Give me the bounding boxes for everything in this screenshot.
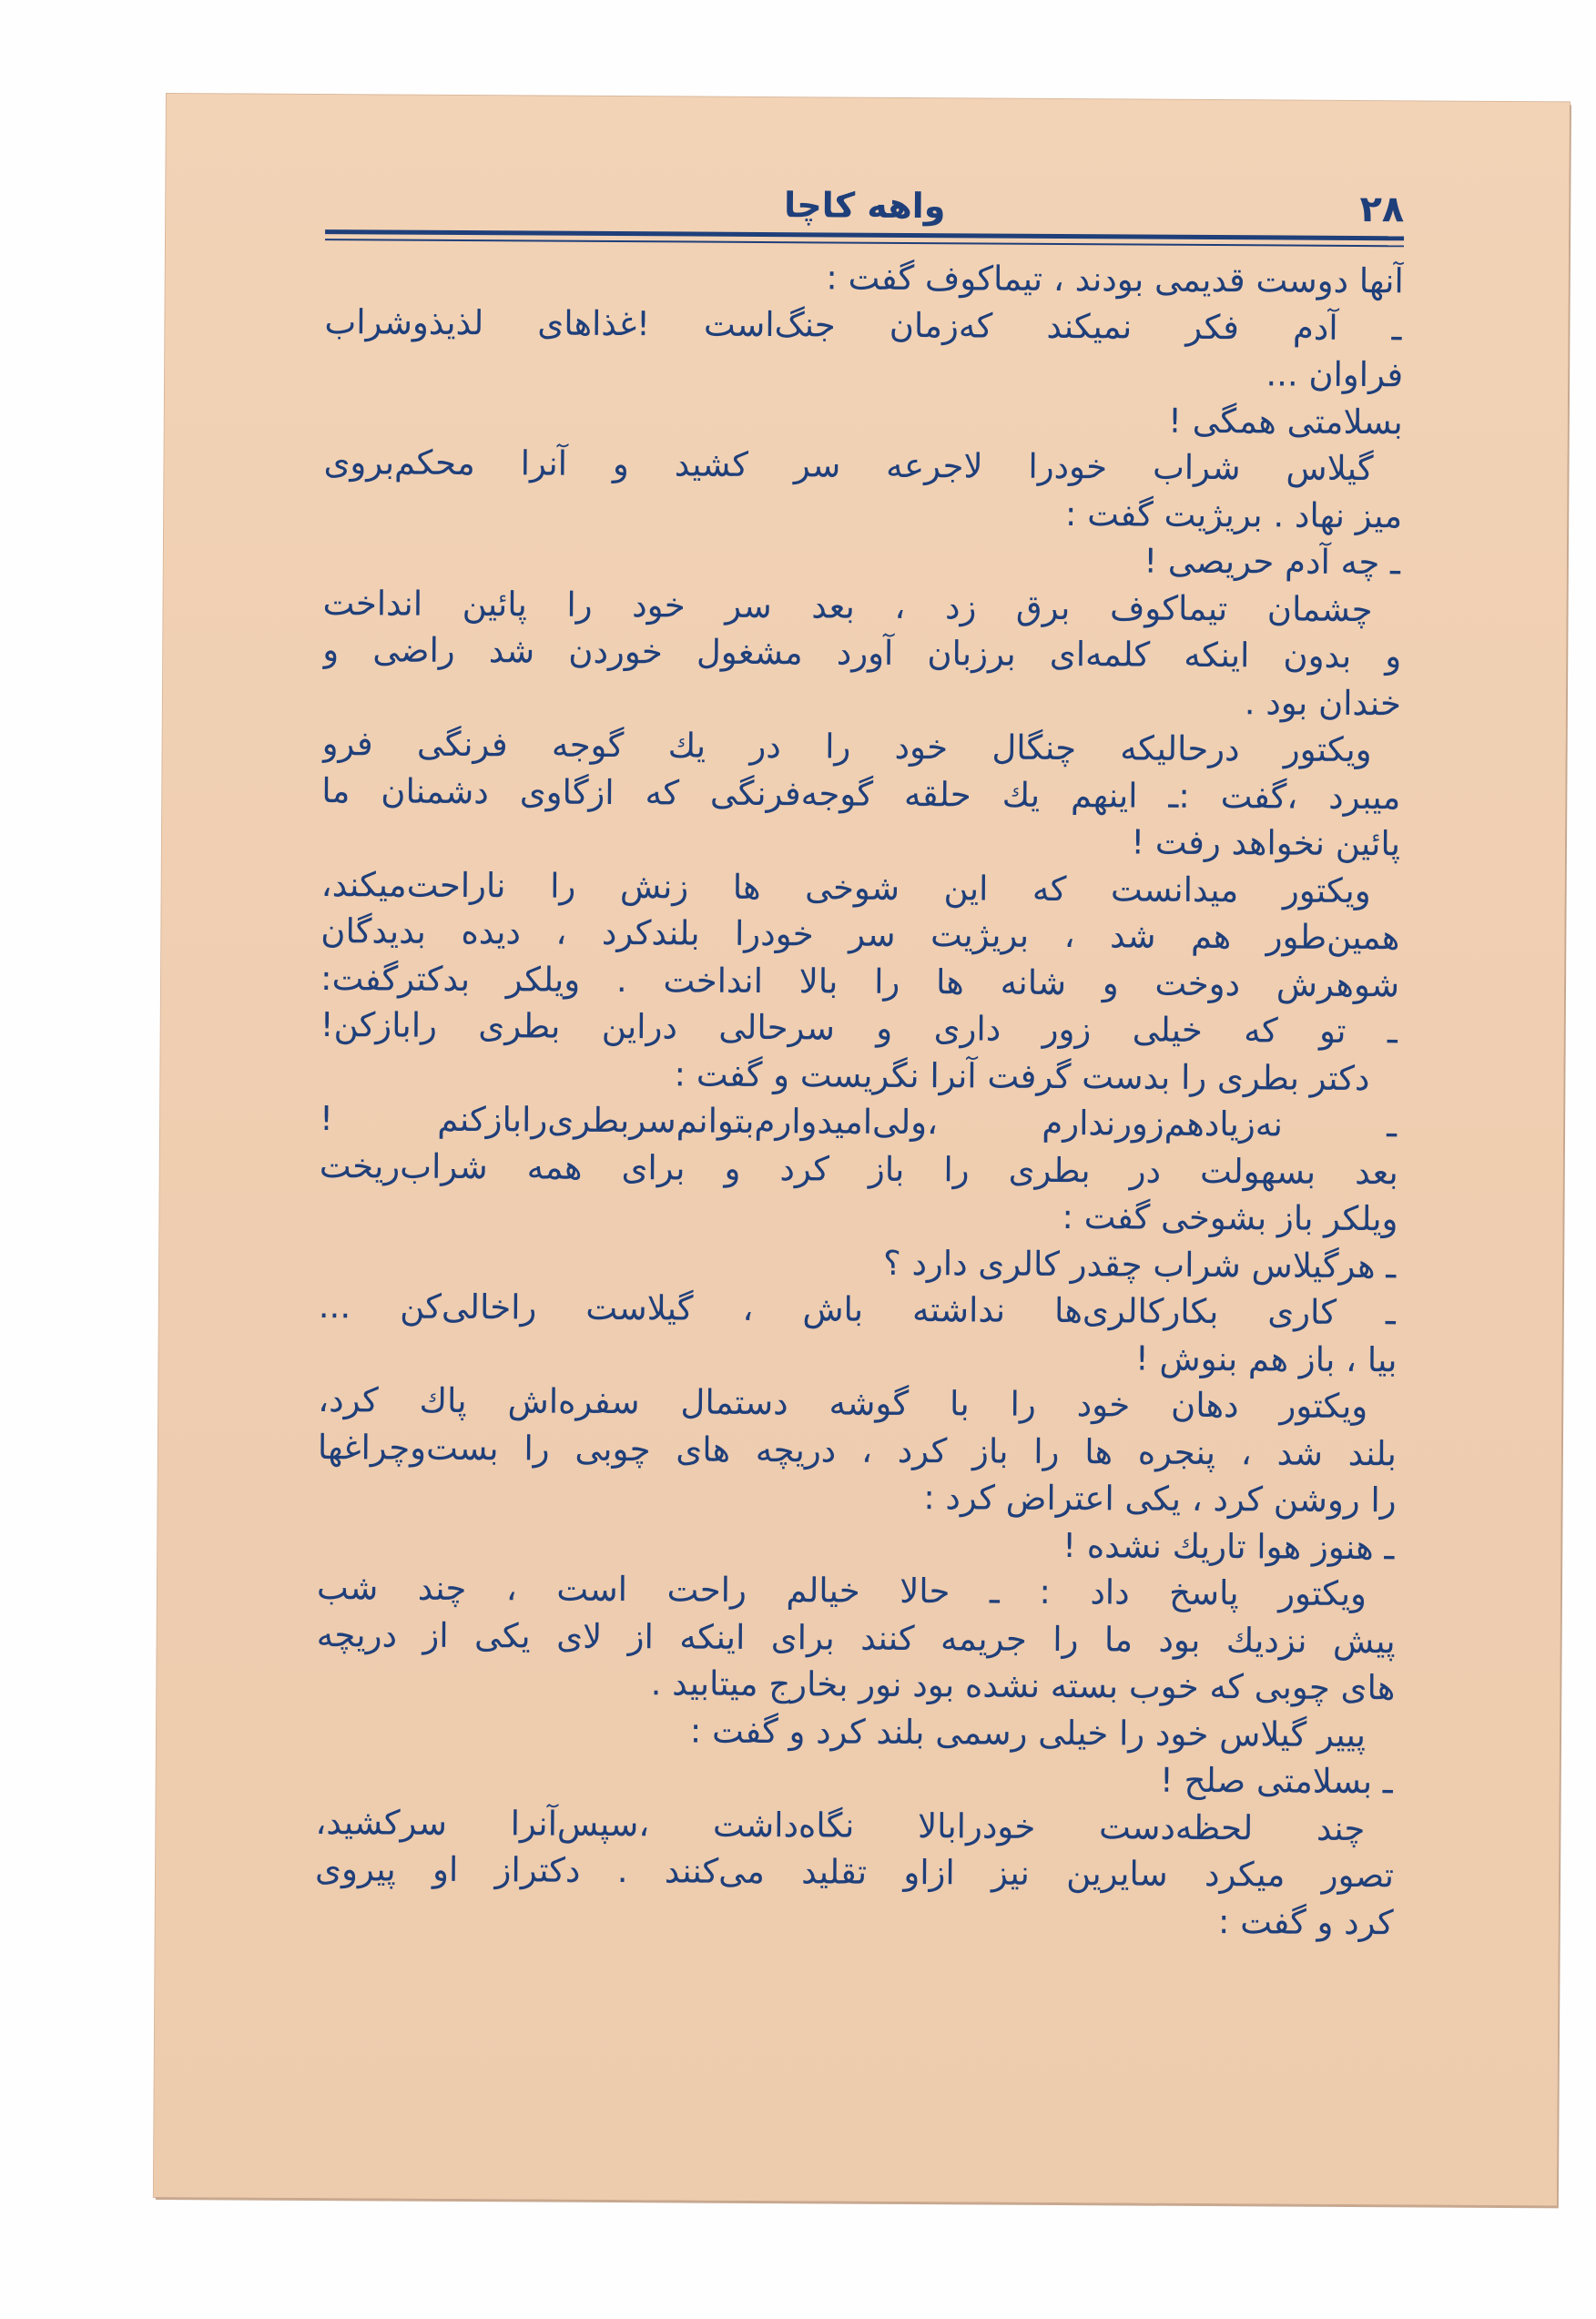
text-line: ـ هرگیلاس شراب چقدر کالری دارد ؟ [882, 1243, 1397, 1286]
page-number: ۲۸ [1359, 188, 1405, 231]
text-line: همین‌طور هم شد ، بریژیت سر خودرا بلندکرد ، دیده بدیدگان [320, 911, 1400, 958]
text-line: ویلکر باز بشوخی گفت : [1062, 1197, 1398, 1239]
text-line: میز نهاد . بریژیت گفت : [1064, 493, 1403, 535]
text-line: چشمان تیماکوف برق زد ، بعد سر خود را پائین انداخت [322, 583, 1373, 629]
text-line: پائین نخواهد رفت ! [1131, 822, 1401, 864]
text-line: ـ تو که خیلی زور داری و سرحالی دراین بطری راباز‌کن! [320, 1005, 1398, 1052]
text-line: های چوبی که خوب بسته نشده بود نور بخارج میتابید . [650, 1663, 1396, 1708]
text-line: ـ نه‌زیادهم‌زورندارم ،ولی‌امیدوارم‌بتوانم‌سربطری‌راباز‌کنم ! [319, 1099, 1398, 1145]
text-line: ـ چه آدم حریصی ! [1144, 541, 1401, 583]
text-line: چند لحظه‌دست خودرابالا نگاه‌داشت ،سپس‌آنرا سرکشید، [315, 1802, 1366, 1848]
text-line: بعد بسهولت در بطری را باز کرد و برای همه شراب‌ریخت [319, 1145, 1398, 1192]
text-line: ـ هنوز هوا تاریك نشده ! [1062, 1525, 1395, 1567]
text-line: خندان بود . [1244, 682, 1402, 723]
text-line: پیش نزدیك بود ما را جریمه کنند برای اینکه از لای یکی از دریچه [316, 1614, 1396, 1661]
text-line: بیا ، باز هم بنوش ! [1134, 1338, 1398, 1379]
text-line: ـ کاری بکارکالری‌ها نداشته باش ، گیلاست راخالی‌کن ... [318, 1287, 1396, 1333]
text-line: و بدون اینکه کلمه‌ای برزبان آورد مشغول خوردن شد راضی و [322, 630, 1402, 676]
body-text [315, 251, 1404, 1946]
text-line: دکتر بطری را بدست گرفت آنرا نگریست و گفت : [674, 1053, 1370, 1098]
text-line: ـ آدم فکر نمیکند که‌زمان جنگ‌است !غذاهای لذیذوشراب [324, 301, 1402, 348]
text-line: کرد و گفت : [1217, 1901, 1394, 1942]
text-line: ویکتور میدانست که این شوخی ها زنش را ناراحت‌میکند، [320, 864, 1371, 910]
text-line: فراوان ... [1266, 354, 1404, 395]
text-line: ـ بسلامتی صلح ! [1159, 1760, 1393, 1802]
text-line: ویکتور درحالیکه چنگال خود را در یك گوجه فرنگی فرو [321, 724, 1372, 770]
text-line: شوهرش دوخت و شانه ها را بالا انداخت . ویلکر بدکترگفت: [320, 958, 1400, 1004]
text-line: پییر گیلاس خود را خیلی رسمی بلند کرد و گفت : [689, 1711, 1367, 1755]
text-line: ویکتور دهان خود را با گوشه دستمال سفره‌اش پاك کرد، [318, 1380, 1368, 1427]
text-line: ویکتور پاسخ داد : ـ حالا خیالم راحت است ، چند شب [316, 1568, 1367, 1614]
text-line: گیلاس شراب خودرا لاجرعه سر کشید و آنرا محکم‌بروی [323, 442, 1374, 489]
text-line: بسلامتی همگی ! [1167, 401, 1403, 442]
running-title: واهه کاچا [783, 185, 946, 227]
text-line: بلند شد ، پنجره ها را باز کرد ، دریچه های چوبی را بست‌وچراغها [317, 1427, 1398, 1473]
text-line: تصور میکرد سایرین نیز ازاو تقلید می‌کنند . دکتراز او پیروی [314, 1849, 1395, 1896]
text-line: را روشن کرد ، یکی اعتراض کرد : [923, 1478, 1397, 1521]
text-line: میبرد ،گفت :ـ اینهم یك حلقه گوجه‌فرنگی که ازگاوی دشمنان ما [321, 770, 1401, 817]
book-page [154, 94, 1570, 2205]
text-line: آنها دوست قدیمی بودند ، تیماکوف گفت : [826, 258, 1404, 301]
